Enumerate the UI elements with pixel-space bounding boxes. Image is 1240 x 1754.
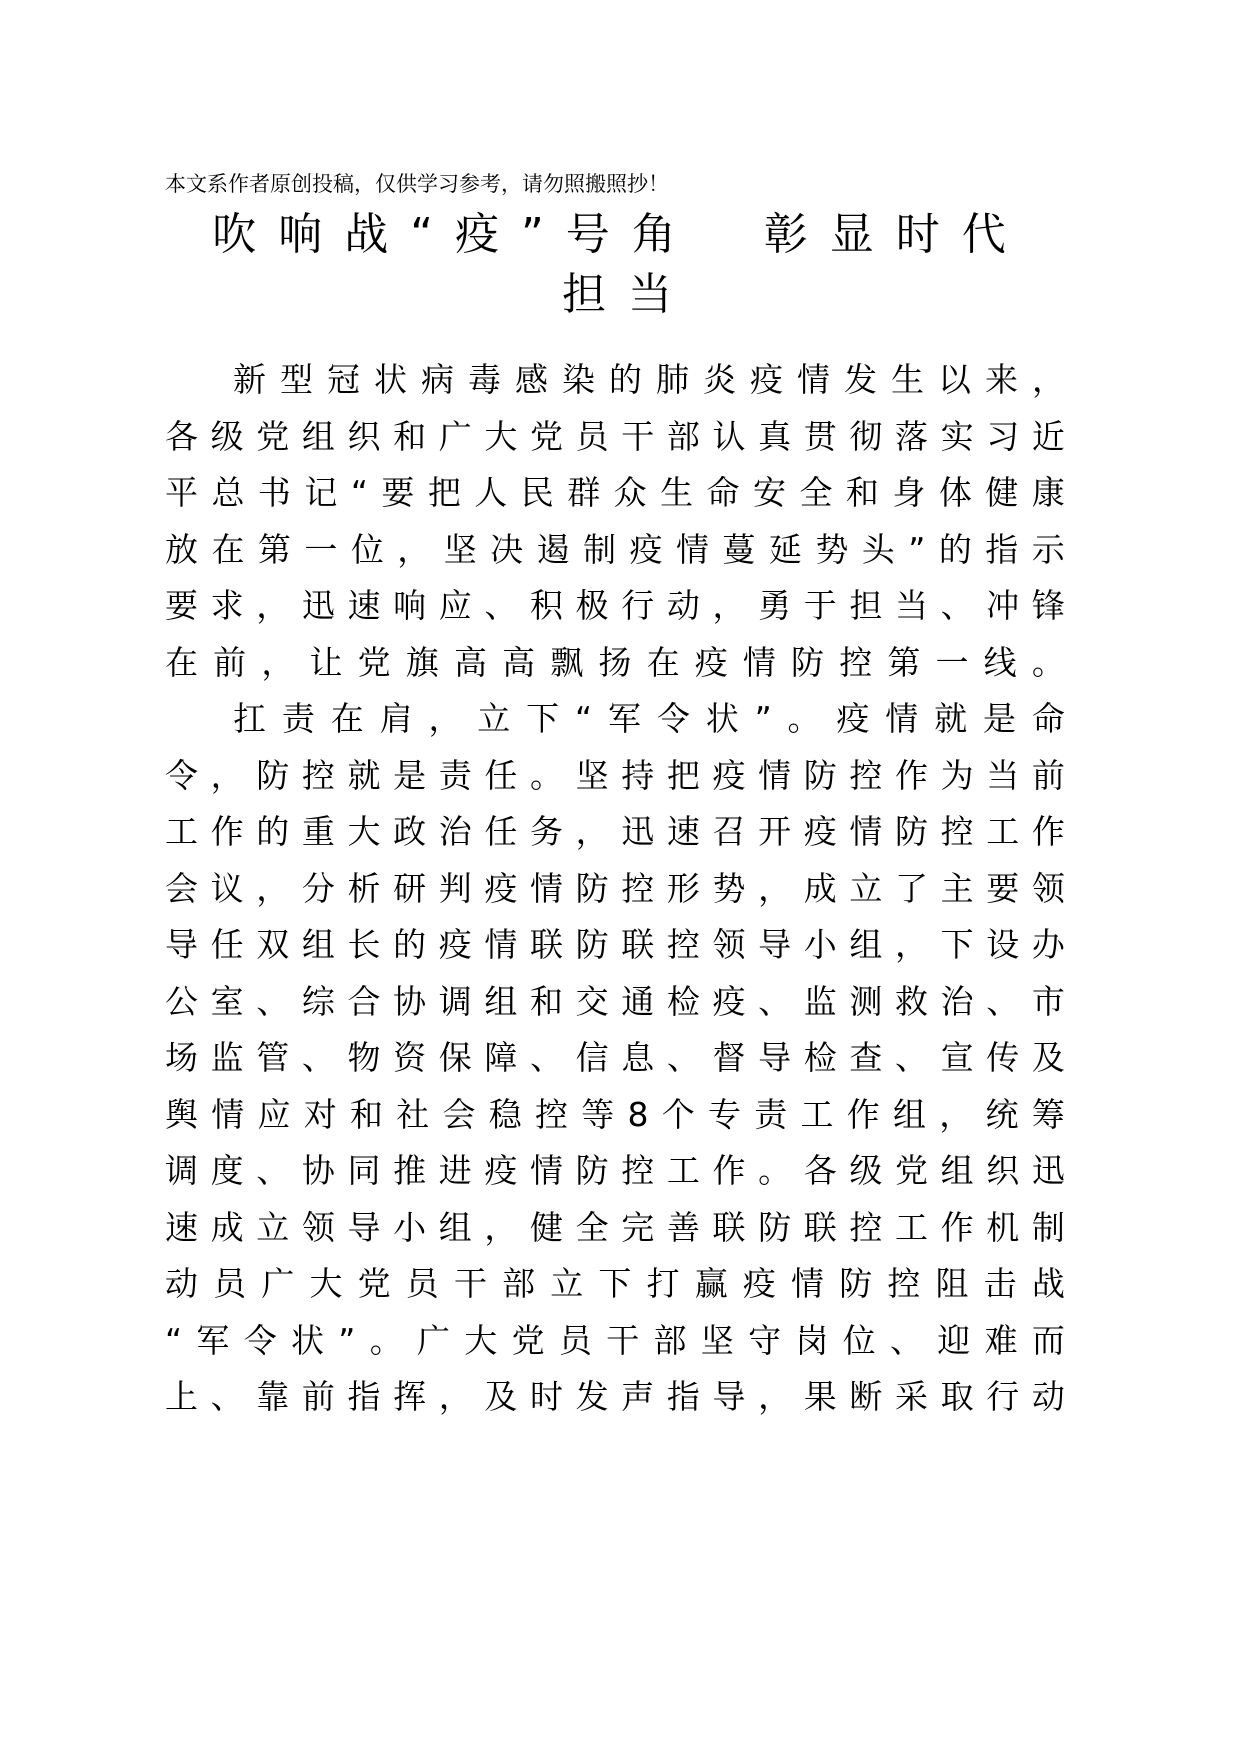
body-line: 新 型 冠 状 病 毒 感 染 的 肺 炎 疫 情 发 生 以 来 ， xyxy=(233,360,1065,399)
body-line: 场 监 管 、 物 资 保 障 、 信 息 、 督 导 检 查 、 宣 传 及 xyxy=(165,1038,1065,1077)
document-title-line-1: 吹响战“疫”号角 彰显时代 xyxy=(212,209,1028,260)
copyright-notice: 本文系作者原创投稿，仅供学习参考，请勿照搬照抄！ xyxy=(165,172,669,196)
body-line: 平 总 书 记 “ 要 把 人 民 群 众 生 命 安 全 和 身 体 健 康 xyxy=(165,473,1065,512)
body-line: 导 任 双 组 长 的 疫 情 联 防 联 控 领 导 小 组 ， 下 设 办 xyxy=(165,925,1065,964)
body-line: 在 前 ， 让 党 旗 高 高 飘 扬 在 疫 情 防 控 第 一 线 。 xyxy=(165,642,1065,682)
body-line: 要 求 ， 迅 速 响 应 、 积 极 行 动 ， 勇 于 担 当 、 冲 锋 xyxy=(165,586,1065,625)
body-line: 公 室 、 综 合 协 调 组 和 交 通 检 疫 、 监 测 救 治 、 市 xyxy=(165,981,1065,1021)
body-line: “ 军 令 状 ” 。 广 大 党 员 干 部 坚 守 岗 位 、 迎 难 而 xyxy=(165,1320,1065,1360)
body-line: 动 员 广 大 党 员 干 部 立 下 打 赢 疫 情 防 控 阻 击 战 xyxy=(165,1264,1065,1303)
body-line: 舆 情 应 对 和 社 会 稳 控 等 8 个 专 责 工 作 组 ， 统 筹 xyxy=(165,1094,1065,1134)
body-line: 各 级 党 组 织 和 广 大 党 员 干 部 认 真 贯 彻 落 实 习 近 xyxy=(165,416,1065,456)
body-line: 速 成 立 领 导 小 组 ， 健 全 完 善 联 防 联 控 工 作 机 制 xyxy=(165,1207,1065,1247)
body-line: 上 、 靠 前 指 挥 ， 及 时 发 声 指 导 ， 果 断 采 取 行 动 xyxy=(165,1377,1065,1416)
body-line: 工 作 的 重 大 政 治 任 务 ， 迅 速 召 开 疫 情 防 控 工 作 xyxy=(165,812,1065,851)
body-line: 扛 责 在 肩 ， 立 下 “ 军 令 状 ” 。 疫 情 就 是 命 xyxy=(233,699,1065,738)
body-line: 调 度 、 协 同 推 进 疫 情 防 控 工 作 。 各 级 党 组 织 迅 xyxy=(165,1151,1065,1190)
document-title-line-2: 担当 xyxy=(562,269,694,320)
body-line: 令 ， 防 控 就 是 责 任 。 坚 持 把 疫 情 防 控 作 为 当 前 xyxy=(165,755,1065,795)
body-line: 会 议 ， 分 析 研 判 疫 情 防 控 形 势 ， 成 立 了 主 要 领 xyxy=(165,868,1065,908)
body-line: 放 在 第 一 位 ， 坚 决 遏 制 疫 情 蔓 延 势 头 ” 的 指 示 xyxy=(165,529,1065,569)
